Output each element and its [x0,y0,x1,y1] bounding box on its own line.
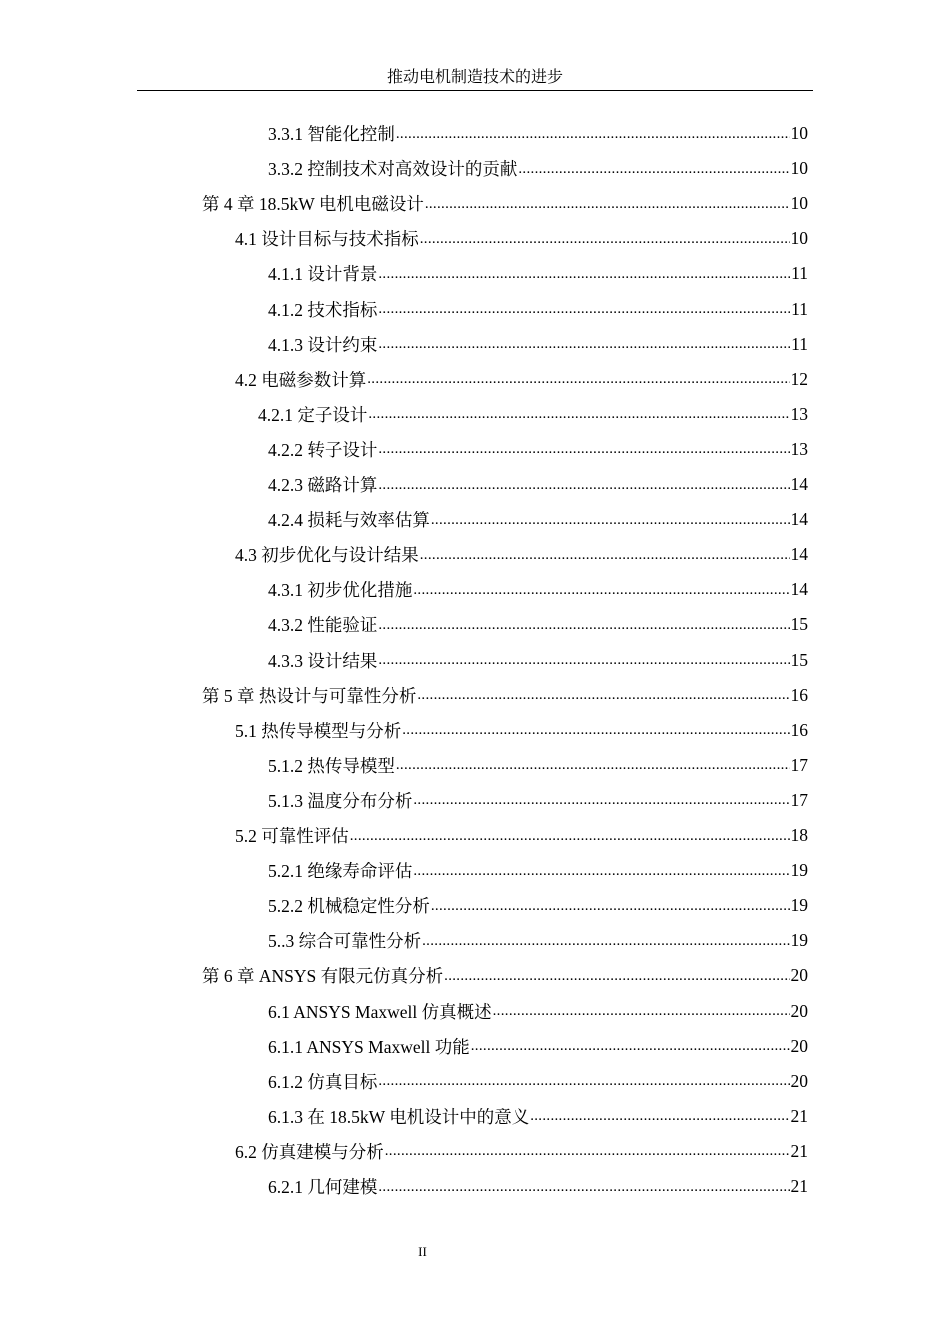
toc-entry[interactable] [268,1099,808,1134]
toc-dot-leader [378,1177,789,1197]
toc-dot-leader [420,545,790,565]
toc-dot-leader [422,931,789,951]
toc-entry[interactable] [268,853,808,888]
toc-entry-label: 第 5 章 热设计与可靠性分析 [202,685,417,706]
toc-dot-leader [385,1141,790,1161]
toc-entry-label: 6.2 仿真建模与分析 [235,1141,384,1162]
toc-dot-leader [413,790,789,810]
toc-entry-label: 6.1.1 ANSYS Maxwell 功能 [268,1036,470,1057]
toc-dot-leader [396,755,790,775]
toc-entry[interactable] [268,502,808,537]
toc-dot-leader [378,439,789,459]
toc-entry-page: 19 [790,895,808,916]
toc-entry[interactable] [235,818,808,853]
toc-dot-leader [378,475,789,495]
toc-entry-label: 4.3 初步优化与设计结果 [235,545,419,566]
toc-entry-page: 19 [790,860,808,881]
toc-entry-label: 第 6 章 ANSYS 有限元仿真分析 [202,966,444,987]
toc-dot-leader [431,896,790,916]
toc-dot-leader [425,194,790,214]
header-divider [137,90,813,91]
toc-entry-page: 21 [790,1176,808,1196]
toc-dot-leader [413,580,789,600]
toc-entry[interactable] [235,362,808,397]
toc-entry[interactable] [268,432,808,467]
toc-entry[interactable] [268,783,808,818]
toc-dot-leader [530,1106,789,1126]
toc-entry-label: 4.3.1 初步优化措施 [268,580,413,601]
toc-entry[interactable] [235,1134,808,1169]
toc-entry-label: 4.1.2 技术指标 [268,299,378,320]
toc-entry[interactable] [202,186,808,221]
toc-entry[interactable] [268,748,808,783]
toc-entry-label: 4.1.1 设计背景 [268,264,378,285]
toc-dot-leader [493,1001,790,1021]
toc-entry-page: 16 [790,684,808,705]
toc-entry[interactable] [268,256,808,291]
toc-dot-leader [518,159,789,179]
toc-entry-label: 4.2 电磁参数计算 [235,369,367,390]
toc-entry[interactable] [268,923,808,958]
toc-entry-page: 14 [790,509,808,530]
toc-entry-page: 16 [790,719,808,740]
toc-entry-label: 6.2.1 几何建模 [268,1177,378,1197]
toc-dot-leader [350,826,790,846]
toc-entry-page: 18 [790,825,808,845]
toc-dot-leader [378,334,790,354]
toc-dot-leader [431,510,790,530]
toc-entry-page: 15 [790,649,808,670]
toc-entry[interactable] [268,994,808,1029]
toc-entry[interactable] [235,537,808,572]
toc-entry[interactable] [235,221,808,256]
toc-entry-page: 13 [790,403,808,424]
toc-entry[interactable] [268,572,808,607]
toc-dot-leader [420,229,790,249]
toc-entry-label: 5.2.2 机械稳定性分析 [268,896,430,917]
toc-dot-leader [396,124,790,144]
toc-entry[interactable] [268,467,808,502]
toc-entry-page: 17 [790,754,808,775]
toc-dot-leader [378,650,789,670]
toc-entry[interactable] [268,292,808,327]
toc-entry-page: 20 [790,1000,808,1021]
toc-entry-label: 6.1.2 仿真目标 [268,1071,378,1092]
toc-entry-page: 14 [790,544,808,565]
running-header-title: 推动电机制造技术的进步 [386,69,563,86]
toc-entry-page: 21 [790,1105,808,1126]
toc-entry-page: 20 [790,1070,808,1091]
toc-entry[interactable] [268,327,808,362]
toc-entry-label: 5.1 热传导模型与分析 [235,720,402,741]
footer-page-number: II [418,1244,427,1259]
toc-entry-page: 13 [790,438,808,459]
toc-entry-page: 12 [790,368,808,389]
toc-entry-page: 10 [790,228,808,249]
toc-entry[interactable] [268,151,808,186]
toc-entry[interactable] [268,607,808,642]
toc-dot-leader [417,685,789,705]
toc-entry-label: 4.3.2 性能验证 [268,615,378,636]
toc-entry-page: 19 [790,930,808,951]
toc-entry-label: 3.3.2 控制技术对高效设计的贡献 [268,159,518,180]
toc-entry-page: 11 [791,263,808,284]
toc-entry-label: 5.2.1 绝缘寿命评估 [268,861,413,882]
toc-entry[interactable] [268,643,808,678]
toc-entry-label: 4.2.3 磁路计算 [268,475,378,495]
toc-entry[interactable] [235,713,808,748]
toc-dot-leader [378,299,790,319]
toc-dot-leader [471,1036,790,1056]
toc-entry-label: 6.1.3 在 18.5kW 电机设计中的意义 [268,1106,530,1127]
toc-entry-label: 5.2 可靠性评估 [235,826,349,846]
toc-dot-leader [402,720,789,740]
toc-entry-label: 5.1.2 热传导模型 [268,755,395,776]
toc-entry-page: 11 [791,333,808,354]
toc-entry[interactable] [268,1064,808,1099]
toc-entry-page: 20 [790,1035,808,1056]
toc-dot-leader [444,966,789,986]
toc-entry-page: 15 [790,614,808,635]
toc-entry-label: 4.2.2 转子设计 [268,439,378,460]
toc-entry-page: 10 [790,158,808,179]
toc-entry-page: 11 [791,298,808,319]
toc-dot-leader [378,1071,789,1091]
toc-dot-leader [413,861,789,881]
toc-dot-leader [368,404,789,424]
toc-entry[interactable] [268,116,808,151]
toc-dot-leader [378,264,790,284]
toc-entry[interactable] [202,958,808,993]
toc-entry-label: 第 4 章 18.5kW 电机电磁设计 [202,194,424,215]
toc-entry[interactable] [268,1029,808,1064]
toc-entry[interactable] [268,1169,808,1204]
toc-entry-page: 14 [790,474,808,494]
toc-entry-page: 17 [790,789,808,810]
toc-entry-label: 4.1.3 设计约束 [268,334,378,355]
toc-entry[interactable] [268,888,808,923]
toc-entry-label: 4.3.3 设计结果 [268,650,378,671]
toc-entry-label: 4.2.1 定子设计 [258,404,368,425]
toc-entry-label: 4.2.4 损耗与效率估算 [268,510,430,531]
toc-dot-leader [378,615,789,635]
toc-entry[interactable] [258,397,808,432]
toc-entry-page: 21 [790,1140,808,1161]
toc-entry-label: 5..3 综合可靠性分析 [268,931,422,952]
toc-entry-label: 4.1 设计目标与技术指标 [235,229,419,250]
toc-entry-page: 10 [790,193,808,214]
toc-entry-label: 6.1 ANSYS Maxwell 仿真概述 [268,1001,492,1022]
toc-dot-leader [367,369,789,389]
toc-entry[interactable] [202,678,808,713]
toc-entry-label: 3.3.1 智能化控制 [268,124,395,144]
toc-entry-label: 5.1.3 温度分布分析 [268,790,413,811]
toc-entry-page: 10 [790,123,808,143]
toc-entry-page: 14 [790,579,808,600]
toc-entry-page: 20 [790,965,808,986]
